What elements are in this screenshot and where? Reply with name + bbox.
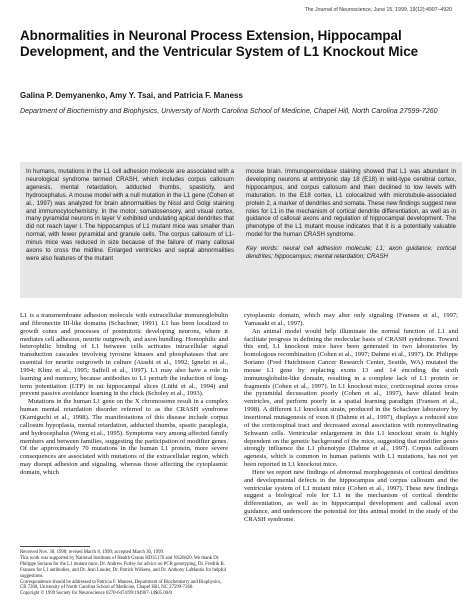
footnote-rule <box>20 546 90 547</box>
body-paragraph: L1 is a transmembrane adhesion molecule with extracellular immunoglobulin and fibronectin III-like domains (Schachner, 1991). L1 has been localized to growth cones and processes of postmitotic developing neurons, where it mediates cell adhesion, neurite outgrowth, and axon bundling. Homophilic and heterophilic binding of L1 between cells activates intracellular signal transduction cascades involving tyrosine kinases and phosphatases that are essential for neurite outgrowth in culture (Atashi et al., 1992; Ignelzi et al., 1994; Klinz et al., 1995; Saffell et al., 1997). L1 may also have a role in learning and memory, because antibodies to L1 perturb the induction of long-term potentiation (LTP) in rat hippocampal slices (Lüthi et al., 1994) and prevent passive avoidance learning in the chick (Scholey et al., 1993). <box>20 312 228 398</box>
footnote-correspondence: Correspondence should be addressed to Patricia F. Maness, Department of Biochemistry and Biophysics, CB 7260, University of North Carolina School of Medicine, Chapel Hill, NC 27599-7260. <box>20 579 222 591</box>
paper-title: Abnormalities in Neuronal Process Extension, Hippocampal Development, and the Ventricular System of L1 Knockout Mice <box>20 28 419 59</box>
body-paragraph: Here we report new findings of abnormal morphogenesis of cortical dendrites and developmental defects in the hippocampus and corpus callosum and the ventricular system of L1 mutant mice (Cohen et al., 1997). These new findings suggest a biological role for L1 in the mechanism of cortical dendrite differentiation, as well as in hippocampal development and callosal axon guidance, and underscore the potential for this animal model in the study of the CRASH syndrome. <box>244 468 458 523</box>
abstract-box <box>20 162 462 298</box>
body-paragraph: An animal model would help illuminate the normal function of L1 and facilitate progress in defining the molecular basis of CRASH syndrome. Toward this end, L1 knockout mice have been generated in two laboratories by homologous recombination (Cohen et al., 1997; Dahme et al., 1997). Dr. Philippe Soriano (Fred Hutchinson Cancer Research Center, Seattle, WA) mutated the mouse L1 gene by replacing exons 13 and 14 encoding the sixth immunoglobulin-like domain, resulting in a complete lack of L1 protein or fragments (Cohen et al., 1997). In L1 knockout mice, corticospinal axons cross the pyramidal decussation poorly (Cohen et al., 1997), have dilated brain ventricles, and perform poorly in a spatial learning paradigm (Fransen et al., 1998). A different L1 knockout strain, produced in the Schachner laboratory by insertional mutagenesis of exon 8 (Dahme et al., 1997), displays a reduced size of the corticospinal tract and decreased axonal association with nonmyelinating Schwann cells. Ventricular enlargement in this L1 knockout strain is highly dependent on the genetic background of the mice, suggesting that modifier genes strongly influence the L1 phenotype (Dahme et al., 1997). Corpus callosum agenesis, which is common in human patients with L1 mutations, has not yet been reported in L1 knockout mice. <box>244 327 458 469</box>
body-right-column <box>244 312 458 524</box>
footnote <box>20 550 228 597</box>
footnote-funding: This work was supported by National Institutes of Health Grants HD35170 and NS26820. We thank Dr. Philippe Soriano for the L1 mutant mice, Dr. Andrew Furley for advice on PCR genotyping, Dr. Fredrik B. Fransen for L1 antibodies, and Dr. Jean Lauder, Dr. Patrick Wilkens, and Dr. Anthony LaMantia for helpful suggestions. <box>20 555 227 579</box>
author-list: Galina P. Demyanenko, Amy Y. Tsai, and Patricia F. Maness <box>20 91 243 100</box>
keywords: Key words: neural cell adhesion molecule; L1; axon guidance; cortical dendrites; hippocampus; mental retardation; CRASH <box>246 245 456 261</box>
affiliation: Department of Biochemistry and Biophysics, University of North Carolina School of Medicine, Chapel Hill, North Carolina 27599-7260 <box>20 107 438 115</box>
footnote-received: Received Nov. 30, 1998; revised March 8, 1999; accepted March 30, 1999. <box>20 550 165 555</box>
abstract-right-text: mouse brain. Immunoperoxidase staining showed that L1 was abundant in developing neurons at embryonic day 18 (E18) in wild-type cerebral cortex, hippocampus, and corpus callosum and then declined to low levels with maturation. In the E18 cortex, L1 colocalized with microtubule-associated protein 2, a marker of dendrites and somata. These new findings suggest new roles for L1 in the mechanism of cortical dendrite differentiation, as well as in guidance of callosal axons and regulation of hippocampal development. The phenotype of the L1 mutant mouse indicates that it is a potentially valuable model for the human CRASH syndrome. <box>246 168 456 239</box>
body-left-column <box>20 312 228 477</box>
footnote-copyright: Copyright © 1999 Society for Neuroscience 0270-6474/99/194907-14$05.00/0 <box>20 591 172 597</box>
body-paragraph: Mutations in the human L1 gene on the X chromosome result in a complex human mental retardation disorder referred to as the CRASH syndrome (Kamiguchi et al., 1998). The manifestations of this disease include corpus callosum hypoplasia, mental retardation, adducted thumbs, spastic paraplegia, and hydrocephalus (Wong et al., 1995). Symptoms vary among affected family members and between families, suggesting the participation of modifier genes. Of the approximately 70 mutations in the human L1 protein, more severe consequences are associated with mutations of the extracellular region, which may disrupt adhesion and signaling, whereas those affecting the cytoplasmic domain, which <box>20 398 228 476</box>
body-paragraph: cytoplasmic domain, which may alter only signaling (Fransen et al., 1997; Yamasaki et al., 1997). <box>244 312 458 327</box>
abstract-left-column: In humans, mutations in the L1 cell adhesion molecule are associated with a neurological syndrome termed CRASH, which includes corpus callosum agenesis, mental retardation, adducted thumbs, spasticity, and hydrocephalus. A mouse model with a null mutation in the L1 gene (Cohen et al., 1997) was analyzed for brain abnormalities by Nissl and Golgi staining and immunocytochemistry. In the motor, somatosensory, and visual cortex, many pyramidal neurons in layer V exhibited undulating apical dendrites that did not reach layer I. The hippocampus of L1 mutant mice was smaller than normal, with fewer pyramidal and granule cells. The corpus callosum of L1-minus mice was reduced in size because of the failure of many callosal axons to cross the midline. Enlarged ventricles and septal abnormalities were also features of the mutant <box>26 168 234 262</box>
abstract-right-column <box>246 168 456 261</box>
journal-header: The Journal of Neuroscience, June 15, 1999, 19(12):4907–4920 <box>304 7 452 13</box>
